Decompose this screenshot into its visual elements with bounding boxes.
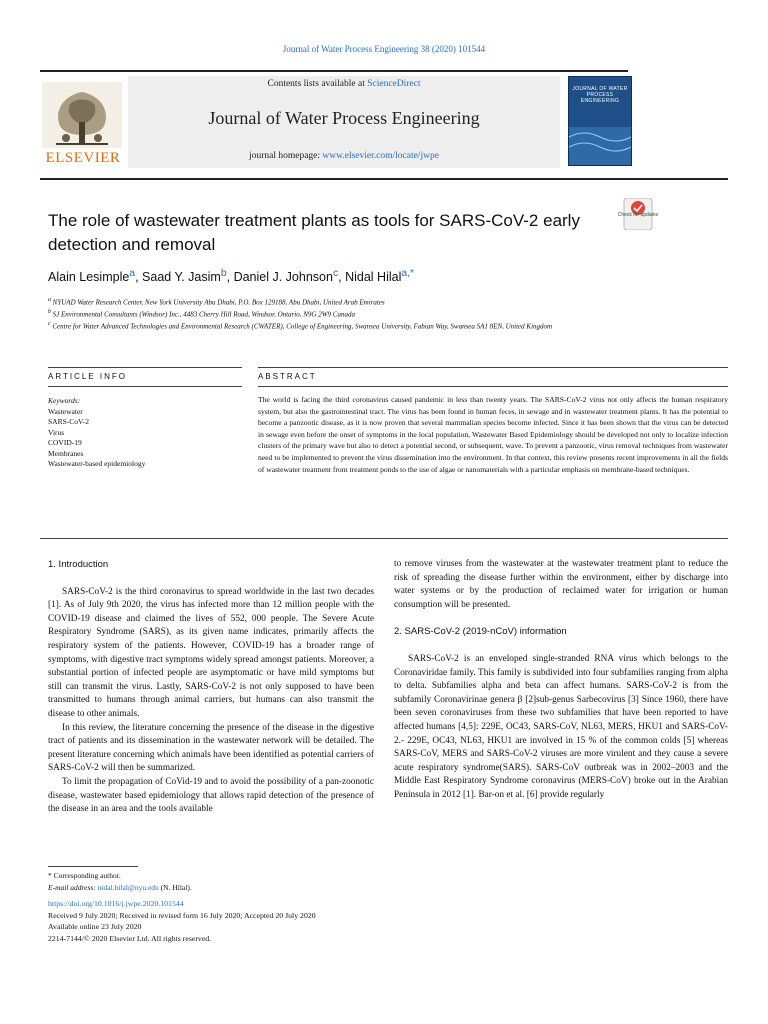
abstract-top-rule: [258, 367, 728, 368]
author-list: Alain Lesimple$^a$, Saad Y. Jasim$^b$, Daniel J. Johnson$^c$, Nidal Hilal$^{a,*}$: [48, 268, 415, 285]
keyword: Virus: [48, 427, 65, 437]
article-info-rule: [48, 386, 242, 387]
available-online: Available online 23 July 2020: [48, 922, 142, 932]
keyword: COVID-19: [48, 438, 82, 448]
keyword-list: [48, 407, 145, 469]
affiliation: [48, 319, 668, 331]
journal-citation-link[interactable]: Journal of Water Process Engineering 38 (2020) 101544: [282, 44, 486, 54]
contents-prefix: Contents lists available at: [267, 79, 368, 89]
header-top-rule: [40, 70, 628, 72]
abstract-heading: ABSTRACT: [258, 372, 317, 381]
abstract-bottom-rule: [40, 538, 728, 539]
article-info-top-rule: [48, 367, 242, 368]
affiliation-text: NYUAD Water Research Center, New York University Abu Dhabi, P.O. Box 129188, Abu Dhabi, United Arab Emirates: [52, 298, 385, 307]
article-info-heading: ARTICLE INFO: [48, 372, 127, 381]
publisher-wordmark: ELSEVIER: [45, 150, 121, 166]
section-heading: 1. Introduction: [48, 559, 109, 570]
author-affil-sup[interactable]: c: [332, 268, 339, 279]
author-name[interactable]: Alain Lesimple: [48, 270, 130, 285]
article-metadata: [48, 898, 548, 944]
affiliation-text: Centre for Water Advanced Technologies and Environmental Research (CWATER), College of Engineering, Swansea University, Fabian Way, Swansea SA1 8EN, United Kingdom: [52, 322, 553, 331]
affiliation-sup: c: [48, 321, 51, 327]
email-suffix: (N. Hilal).: [158, 882, 192, 892]
homepage-prefix: journal homepage:: [249, 151, 323, 161]
doi-link[interactable]: https://doi.org/10.1016/j.jwpe.2020.101544: [48, 899, 184, 908]
journal-title: Journal of Water Process Engineering: [208, 108, 480, 128]
sciencedirect-link[interactable]: ScienceDirect: [367, 79, 421, 89]
section-heading: 2. SARS-CoV-2 (2019-nCoV) information: [394, 626, 567, 638]
email-link[interactable]: nidal.hilal@nyu.edu: [97, 882, 159, 892]
footnote-rule: [48, 866, 138, 867]
keyword: Wastewater: [48, 407, 83, 416]
keyword: SARS-CoV-2: [48, 417, 89, 427]
email-label: E-mail address:: [48, 882, 98, 892]
header-bottom-rule: [40, 178, 728, 180]
affiliation-sup: a: [48, 297, 51, 303]
keyword: Wastewater-based epidemiology: [48, 459, 146, 469]
left-column: [48, 558, 374, 817]
paragraph: To limit the propagation of CoVid-19 and to avoid the possibility of a pan-zoonotic disease, wastewater based epidemiology that allows rapid detection of the presence of the disease in an area and the tools available: [48, 776, 374, 815]
keywords-label: Keywords:: [48, 396, 81, 405]
paragraph: SARS-CoV-2 is an enveloped single-stranded RNA virus which belongs to the Coronaviridae family. This family is subdivided into four subfamilies ranging from alpha to delta. Subfamilies alpha and beta can affect humans. SARS-CoV-2 is from the subfamily Coronavirinae genera β [2]sub-genus Sarbecovirus [3] Since 1960, there have been seven coronaviruses from these two subfamilies that have been reported to have affected humans [4,5]: 229E, OC43, SARS-CoV, NL63, MERS, HKU1 and SARS-CoV-2.- 229E, OC43, NL63, HKU1 are involved in 15 % of the common colds [5] whereas SARS-CoV, MERS and SARS-CoV-2 viruses are more virulent and they cause a severe acute respiratory syndrome(SARS). SARS-CoV outbreak was in 2002–2003 and the Middle East Respiratory Syndrome coronavirus (MERS-CoV) broke out in the Arabian Peninsula in 2012 [1]. Bar-on et al. [6] provide regularly: [394, 653, 728, 800]
affiliation: [48, 295, 668, 307]
contents-line: [128, 79, 560, 89]
email-line: [48, 882, 408, 894]
paragraph: SARS-CoV-2 is the third coronavirus to spread worldwide in the last two decades [1]. As of July 9th 2020, the virus has infected more than 12 million people with the COVID-19 disease and claimed the lives of 552, 000 people. The Severe Acute Respiratory Syndrome (SARS), as its given name indicates, primarily affects the respiratory system of the patients. However, COVID-19 has a broader range of symptoms, with digestive tract symptoms widely spread amongst patients. Moreover, a substantial portion of infected people are asymptomatic or have mild symptoms but still can transmit the virus. Lastly, SARS-CoV-2 is not only supposed to have been transmitted to humans through animal carriers, but humans can also transmit the disease to other animals.: [48, 586, 374, 719]
abstract-text: The world is facing the third coronavirus caused pandemic in less than twenty years. The SARS-CoV-2 virus not only affects the human respiratory system, but also the gastrointestinal tract. The virus has been found in human feces, in sewage and in wastewater treatment plants. It has the potential to become a panzootic disease, as it is now proven that several mammalian species become infected. Since it has been shown that the virus can be detected in sewage even before the onset of symptoms in the local population, Wastewater Based Epidemiology should be developed not only to localize infection clusters of the primary wave but also to detect a potential second, or subsequent, wave. To prevent a panzootic, virus removal techniques from wastewater need to be implemented to prevent the virus dissemination into the environment. In that context, this review presents recent improvements in all the fields of wastewater treatment from treatment ponds to the use of algae or nanomaterials with a particular emphasis on membrane-based techniques.: [258, 395, 728, 474]
affiliation-sup: b: [48, 309, 51, 315]
copyright: 2214-7144/© 2020 Elsevier Ltd. All rights reserved.: [48, 933, 212, 943]
right-column: [394, 558, 728, 803]
homepage-link[interactable]: www.elsevier.com/locate/jwpe: [322, 151, 439, 161]
author-affil-sup[interactable]: a: [129, 268, 136, 279]
author-name[interactable]: Saad Y. Jasim: [142, 270, 221, 285]
paragraph: to remove viruses from the wastewater at the wastewater treatment plant to reduce the risk of spreading the disease further within the environment, either by discharge into water systems or by the production of reclaimed water for irrigation or human consumption will be presented.: [394, 559, 728, 610]
footnotes: [48, 870, 408, 893]
author-affil-sup[interactable]: a,*: [401, 268, 415, 279]
keyword: Membranes: [48, 448, 84, 458]
paragraph: In this review, the literature concerning the presence of the disease in the digestive tract of patients and its dissemination in the wastewater network will be detailed. The present literature concerning which animals have been identified as potential carriers of SARS-CoV-2 will then be summarized.: [48, 722, 374, 774]
article-title: The role of wastewater treatment plants as tools for SARS-CoV-2 early detection and removal: [48, 211, 580, 254]
corresponding-author-note: * Corresponding author.: [48, 871, 121, 880]
author-name[interactable]: Nidal Hilal: [345, 270, 402, 285]
author-name[interactable]: Daniel J. Johnson: [233, 270, 333, 285]
received-dates: Received 9 July 2020; Received in revised form 16 July 2020; Accepted 20 July 2020: [48, 910, 316, 920]
homepage-line: [128, 151, 560, 161]
cover-title: JOURNAL OF WATER PROCESS ENGINEERING: [572, 86, 628, 104]
affiliation: [48, 307, 668, 319]
abstract-rule: [258, 386, 728, 387]
check-for-updates-label: Check for updates: [617, 212, 659, 218]
affiliation-text: SJ Environmental Consultants (Windsor) Inc., 4483 Cherry Hill Road, Windsor, Ontario, N9G 2W9 Canada: [52, 310, 355, 319]
author-affil-sup[interactable]: b: [220, 268, 227, 279]
